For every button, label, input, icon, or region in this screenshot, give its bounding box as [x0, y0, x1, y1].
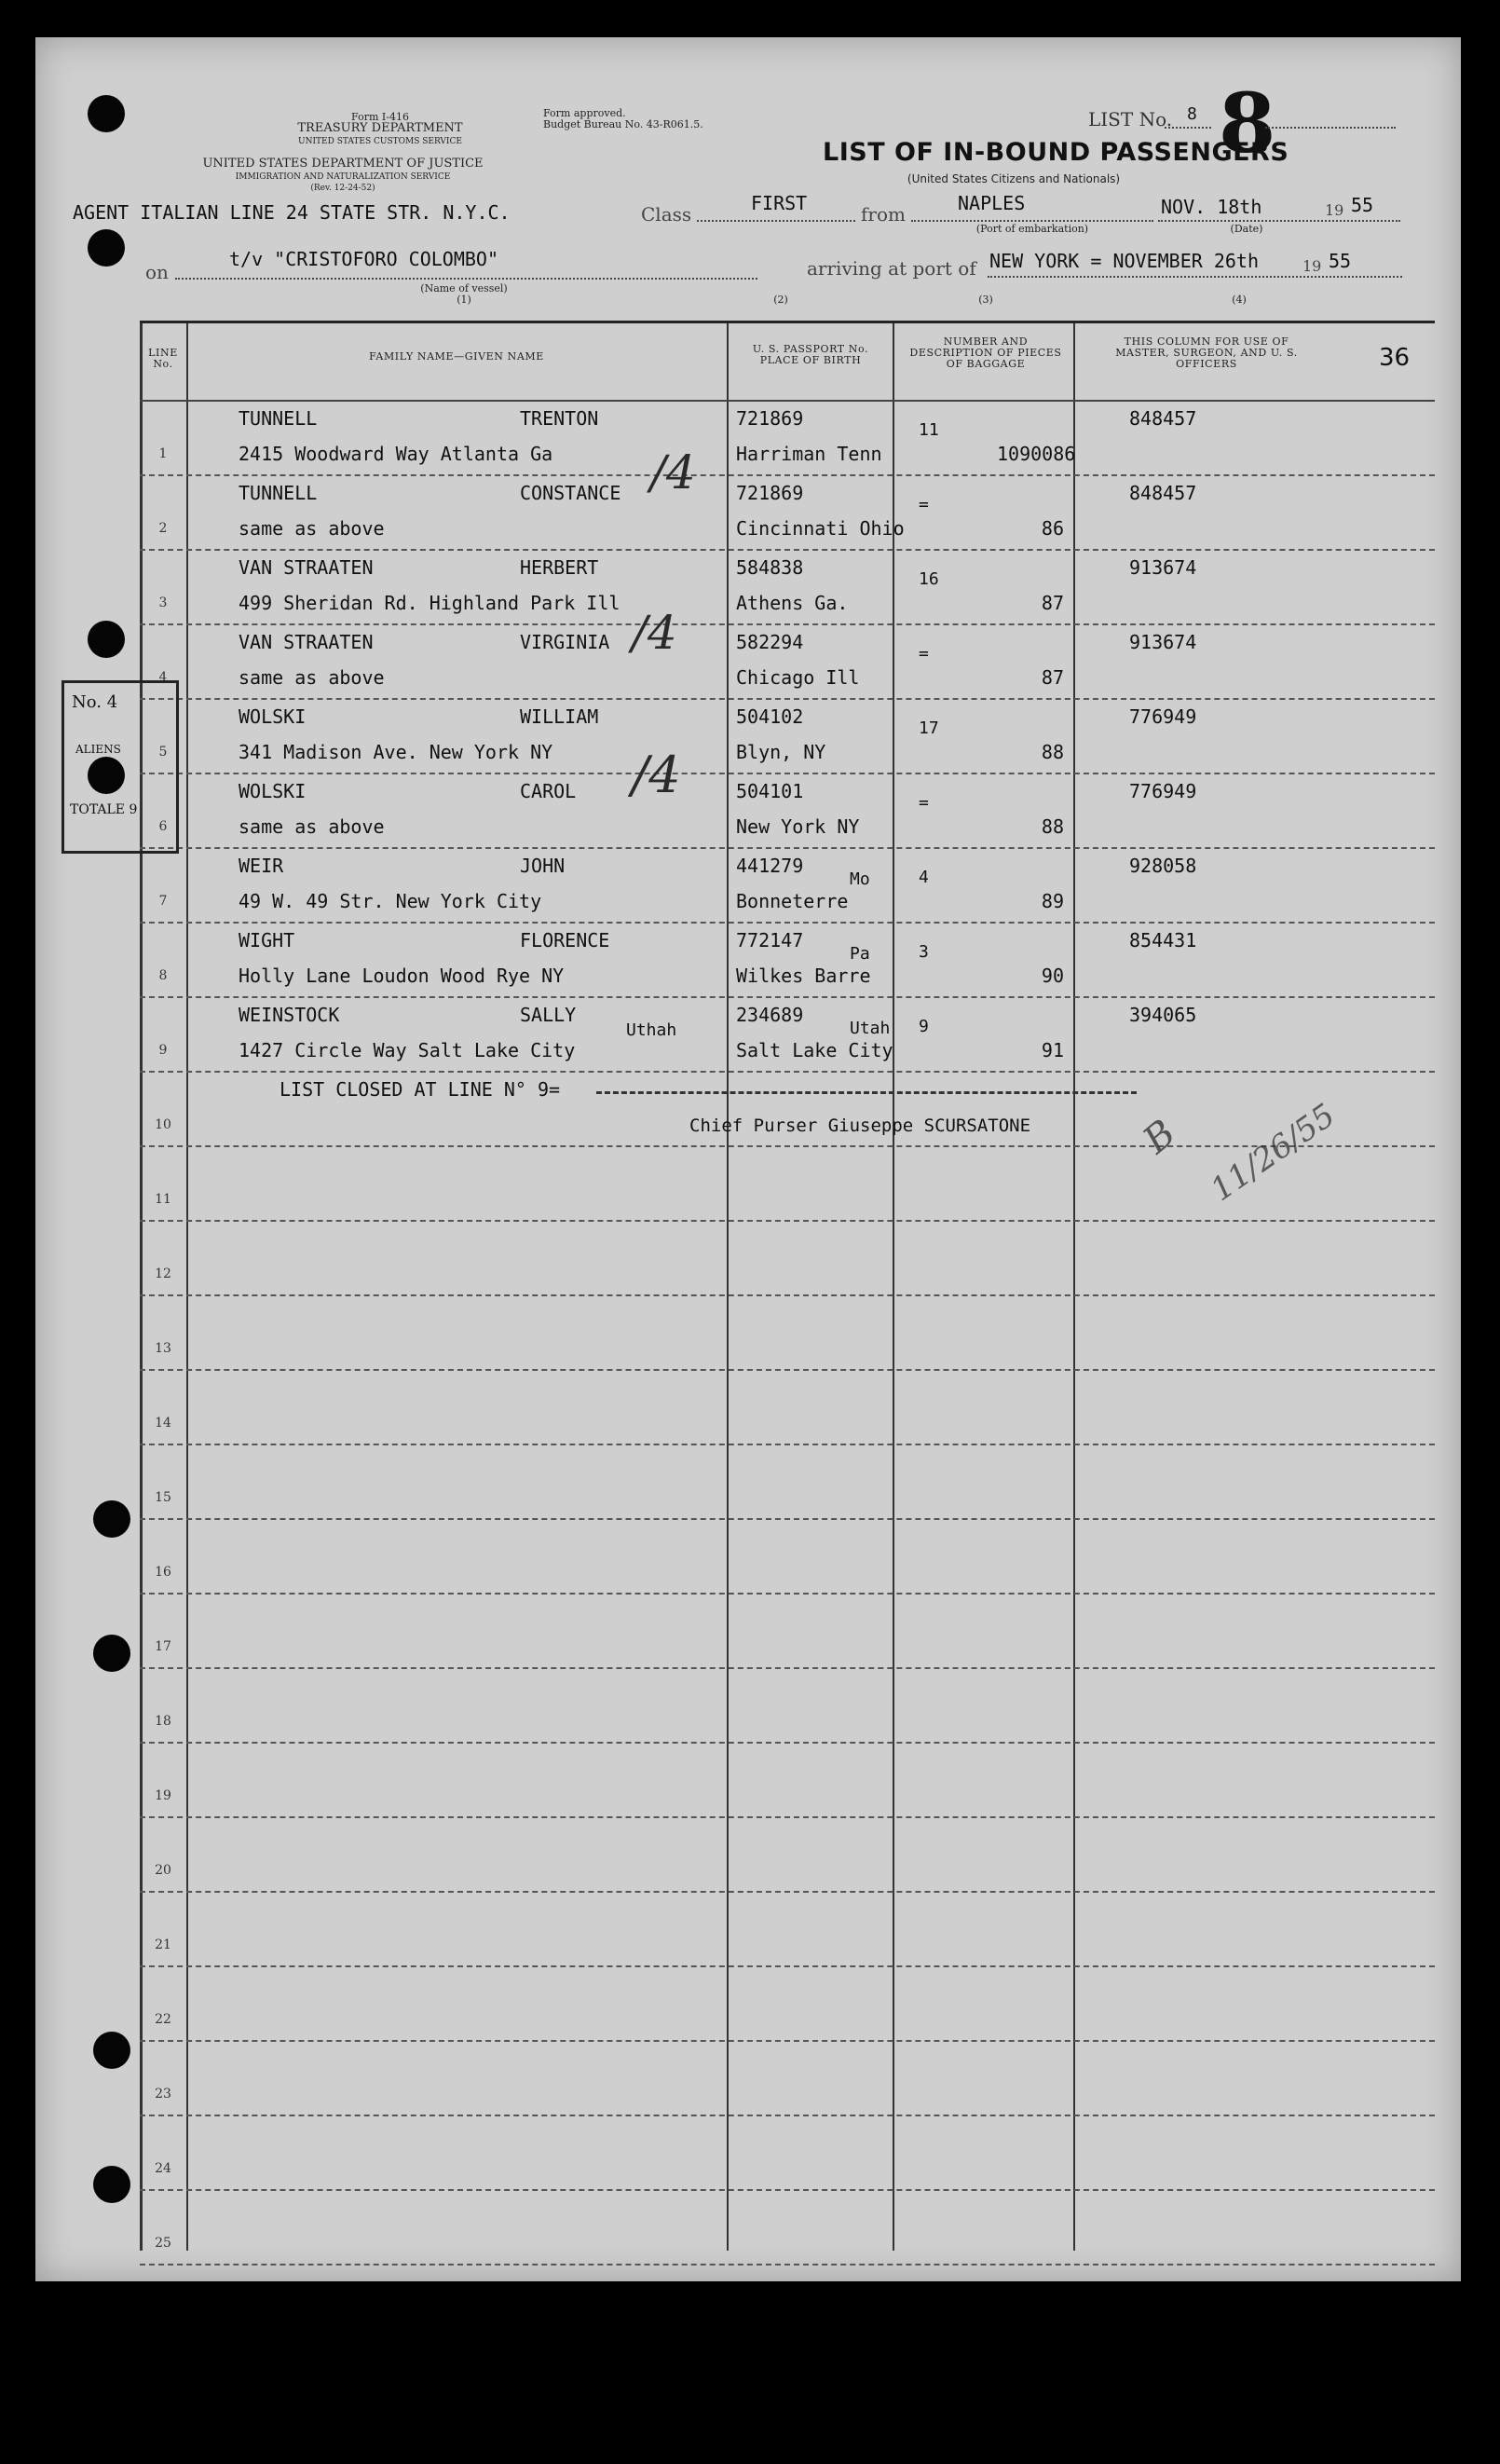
punch-hole — [88, 229, 125, 267]
given-name: VIRGINIA — [520, 631, 610, 653]
treasury-label: TREASURY DEPARTMENT — [297, 121, 463, 135]
chief-purser: Chief Purser Giuseppe SCURSATONE — [689, 1116, 1031, 1136]
line-number: 22 — [155, 2012, 171, 2027]
list-no-label: LIST No. — [1088, 108, 1173, 130]
family-name: WEINSTOCK — [239, 1004, 340, 1026]
form-number: Form I-416 — [351, 111, 409, 123]
given-name: WILLIAM — [520, 705, 599, 728]
punch-hole — [93, 2032, 130, 2069]
passport-number: 504102 — [736, 705, 804, 728]
family-name: VAN STRAATEN — [239, 556, 374, 579]
arrival-year-prefix: 19 — [1302, 257, 1322, 275]
ins-label: IMMIGRATION AND NATURALIZATION SERVICE — [235, 172, 451, 182]
line-number: 13 — [155, 1341, 171, 1356]
baggage-count: 9 — [919, 1017, 929, 1036]
justice-label: UNITED STATES DEPARTMENT OF JUSTICE — [202, 157, 484, 171]
line-number: 18 — [155, 1714, 171, 1729]
officer-signature: B — [1135, 1111, 1184, 1163]
baggage-number: 1090086 — [997, 443, 1076, 465]
line-number: 3 — [158, 595, 168, 610]
officer-number: 848457 — [1129, 482, 1197, 504]
col-header-baggage: NUMBER AND DESCRIPTION OF PIECES OF BAGGAGE — [909, 335, 1062, 370]
rev-label: (Rev. 12-24-52) — [310, 184, 375, 193]
officer-number: 394065 — [1129, 1004, 1197, 1026]
given-name: CAROL — [520, 780, 577, 802]
address: same as above — [239, 517, 385, 540]
place-of-birth: Bonneterre — [736, 890, 849, 912]
class-value: FIRST — [751, 192, 808, 214]
baggage-count: = — [919, 793, 929, 813]
line-number: 19 — [155, 1788, 171, 1803]
family-name: WIGHT — [239, 929, 295, 951]
line-number: 8 — [158, 968, 168, 983]
passport-number: 721869 — [736, 482, 804, 504]
birth-state-note: Utah — [850, 1019, 891, 1038]
birth-state-note: Mo — [850, 869, 870, 889]
passport-number: 504101 — [736, 780, 804, 802]
family-name: VAN STRAATEN — [239, 631, 374, 653]
agent-line: AGENT ITALIAN LINE 24 STATE STR. N.Y.C. — [73, 201, 511, 224]
line-number: 16 — [155, 1565, 171, 1580]
officer-number: 848457 — [1129, 407, 1197, 430]
passport-number: 234689 — [736, 1004, 804, 1026]
punch-hole — [88, 95, 125, 132]
year-suffix: 55 — [1351, 194, 1374, 216]
family-name: WEIR — [239, 855, 284, 877]
place-of-birth: Cincinnati Ohio — [736, 517, 905, 540]
line-number: 14 — [155, 1416, 171, 1430]
baggage-count: 11 — [919, 420, 939, 440]
col-header-officers: THIS COLUMN FOR USE OF MASTER, SURGEON, AND U. S. OFFICERS — [1115, 335, 1298, 370]
list-closed-text: LIST CLOSED AT LINE N° 9= — [280, 1078, 561, 1101]
line-number: 9 — [158, 1043, 168, 1058]
port-embarkation-label: (Port of embarkation) — [975, 223, 1089, 235]
date-value: NOV. 18th — [1161, 196, 1262, 218]
document-title: LIST OF IN-BOUND PASSENGERS — [823, 138, 1289, 167]
baggage-number: 87 — [1041, 666, 1064, 689]
officer-number: 913674 — [1129, 556, 1197, 579]
list-number-handwritten: 8 — [1219, 75, 1276, 171]
col-header-line-no: LINE No. — [148, 347, 178, 370]
class-label: Class — [641, 203, 692, 226]
stamp-aliens: ALIENS — [75, 743, 121, 756]
address: 2415 Woodward Way Atlanta Ga — [239, 443, 553, 465]
line-number: 23 — [155, 2087, 171, 2101]
line-number: 6 — [158, 819, 168, 834]
line-number: 17 — [155, 1639, 171, 1654]
family-name: TUNNELL — [239, 407, 318, 430]
budget-bureau: Budget Bureau No. 43-R061.5. — [543, 118, 703, 130]
baggage-number: 91 — [1041, 1039, 1064, 1061]
family-name: WOLSKI — [239, 705, 307, 728]
address: 49 W. 49 Str. New York City — [239, 890, 542, 912]
address: same as above — [239, 815, 385, 838]
line-number: 20 — [155, 1863, 171, 1878]
place-of-birth: Blyn, NY — [736, 741, 826, 763]
baggage-number: 90 — [1041, 965, 1064, 987]
on-label: on — [145, 261, 169, 283]
punch-hole — [88, 621, 125, 658]
stamp-totale: TOTALE 9 — [70, 802, 138, 817]
baggage-number: 89 — [1041, 890, 1064, 912]
address: same as above — [239, 666, 385, 689]
col-header-passport: U. S. PASSPORT No. PLACE OF BIRTH — [752, 343, 869, 366]
line-number: 4 — [158, 670, 168, 685]
vessel-num: (1) — [457, 294, 471, 306]
line-number: 1 — [158, 446, 168, 461]
col-num-4: (4) — [1232, 294, 1247, 306]
line-number: 7 — [158, 894, 168, 909]
col-num-2: (2) — [773, 294, 788, 306]
vessel-label: (Name of vessel) — [420, 282, 508, 294]
line-number: 15 — [155, 1490, 171, 1505]
tick-mark: /4 — [650, 445, 696, 500]
address: 1427 Circle Way Salt Lake City — [239, 1039, 576, 1061]
family-name: TUNNELL — [239, 482, 318, 504]
passenger-table — [140, 321, 1435, 2251]
list-no-value: 8 — [1187, 104, 1197, 124]
line-number: 2 — [158, 521, 168, 536]
passport-number: 582294 — [736, 631, 804, 653]
place-of-birth: Wilkes Barre — [736, 965, 871, 987]
from-label: from — [861, 203, 906, 226]
year-prefix: 19 — [1325, 201, 1344, 219]
line-number: 5 — [158, 745, 168, 760]
place-of-birth: Salt Lake City — [736, 1039, 893, 1061]
officer-initials: 11/26/55 — [1204, 1096, 1343, 1210]
line-number: 24 — [155, 2161, 171, 2176]
passport-number: 584838 — [736, 556, 804, 579]
line-number: 25 — [155, 2236, 171, 2251]
col-header-name: FAMILY NAME—GIVEN NAME — [369, 350, 544, 363]
baggage-count: = — [919, 495, 929, 514]
officer-number: 854431 — [1129, 929, 1197, 951]
address: 341 Madison Ave. New York NY — [239, 741, 553, 763]
arriving-label: arriving at port of — [807, 257, 976, 280]
col-num-3: (3) — [978, 294, 993, 306]
place-of-birth: Chicago Ill — [736, 666, 860, 689]
baggage-number: 86 — [1041, 517, 1064, 540]
punch-hole — [93, 1500, 130, 1538]
customs-label: UNITED STATES CUSTOMS SERVICE — [298, 137, 462, 146]
given-name: JOHN — [520, 855, 566, 877]
baggage-count: 17 — [919, 719, 939, 738]
given-name: CONSTANCE — [520, 482, 621, 504]
birth-state-note: Pa — [850, 944, 870, 964]
line-number: 12 — [155, 1266, 171, 1281]
officer-number: 776949 — [1129, 705, 1197, 728]
baggage-count: = — [919, 644, 929, 664]
baggage-number: 87 — [1041, 592, 1064, 614]
punch-hole — [93, 2166, 130, 2203]
given-name: SALLY — [520, 1004, 577, 1026]
baggage-count: 16 — [919, 569, 939, 589]
officer-number: 913674 — [1129, 631, 1197, 653]
tick-mark: /4 — [632, 606, 677, 660]
given-name: FLORENCE — [520, 929, 610, 951]
form-approved: Form approved. — [543, 107, 626, 119]
tick-mark: /4 — [632, 746, 681, 804]
address: Holly Lane Loudon Wood Rye NY — [239, 965, 565, 987]
officer-number: 928058 — [1129, 855, 1197, 877]
address: 499 Sheridan Rd. Highland Park Ill — [239, 592, 620, 614]
baggage-count: 3 — [919, 942, 929, 962]
arrival-year-suffix: 55 — [1329, 250, 1352, 272]
vessel-name: t/v "CRISTOFORO COLOMBO" — [229, 248, 498, 270]
line-number: 21 — [155, 1937, 171, 1952]
state-note: Uthah — [626, 1020, 677, 1040]
date-label: (Date) — [1230, 223, 1263, 235]
manifest-page — [35, 37, 1461, 2281]
stamp-number: No. 4 — [72, 692, 118, 712]
family-name: WOLSKI — [239, 780, 307, 802]
line-number: 10 — [155, 1117, 171, 1132]
baggage-number: 88 — [1041, 741, 1064, 763]
line-number: 11 — [155, 1192, 171, 1207]
given-name: HERBERT — [520, 556, 599, 579]
place-of-birth: Harriman Tenn — [736, 443, 882, 465]
place-of-birth: New York NY — [736, 815, 860, 838]
from-value: NAPLES — [958, 192, 1026, 214]
aliens-stamp — [61, 680, 179, 854]
baggage-number: 88 — [1041, 815, 1064, 838]
passport-number: 772147 — [736, 929, 804, 951]
document-subtitle: (United States Citizens and Nationals) — [907, 172, 1121, 185]
baggage-count: 4 — [919, 868, 929, 887]
place-of-birth: Athens Ga. — [736, 592, 849, 614]
passport-number: 441279 — [736, 855, 804, 877]
punch-hole — [93, 1635, 130, 1672]
page-mark: 36 — [1379, 344, 1411, 372]
officer-number: 776949 — [1129, 780, 1197, 802]
passport-number: 721869 — [736, 407, 804, 430]
given-name: TRENTON — [520, 407, 599, 430]
arrival-value: NEW YORK = NOVEMBER 26th — [989, 250, 1259, 272]
